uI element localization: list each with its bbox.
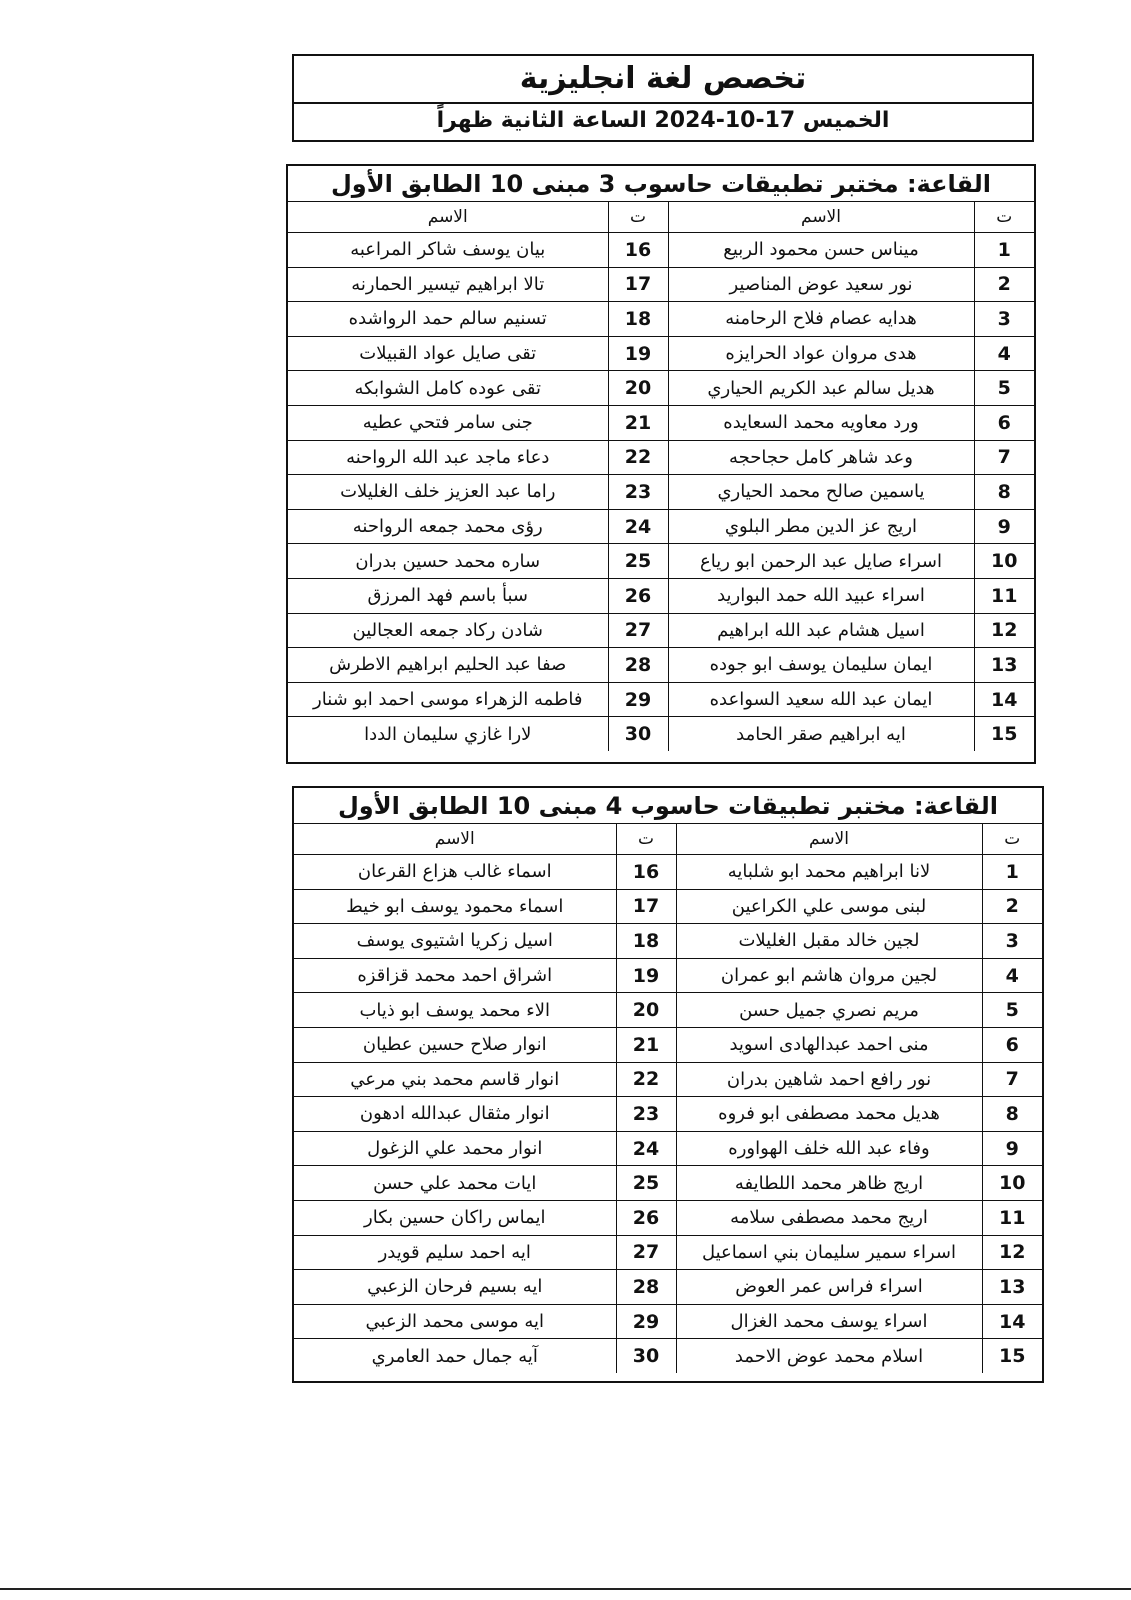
student-name: نور سعيد عوض المناصير	[668, 267, 974, 302]
student-name: جنى سامر فتحي عطيه	[288, 405, 608, 440]
table-row	[294, 1200, 1042, 1235]
student-number: 22	[616, 1062, 676, 1097]
table-row	[288, 475, 1034, 510]
exam-header	[292, 54, 1034, 142]
student-name: انوار مثقال عبدالله ادهون	[294, 1097, 616, 1132]
student-name: انوار قاسم محمد بني مرعي	[294, 1062, 616, 1097]
student-name: انوار محمد علي الزغول	[294, 1131, 616, 1166]
student-number: 24	[608, 509, 668, 544]
student-name: انوار صلاح حسين عطيان	[294, 1027, 616, 1062]
student-name: فاطمه الزهراء موسى احمد ابو شنار	[288, 682, 608, 717]
table-row	[294, 1235, 1042, 1270]
student-name: مريم نصري جميل حسن	[676, 993, 982, 1028]
table-row	[294, 1270, 1042, 1305]
page-title: تخصص لغة انجليزية	[294, 56, 1032, 104]
student-name: تسنيم سالم حمد الرواشده	[288, 302, 608, 337]
student-number: 23	[616, 1097, 676, 1132]
student-name: هديل سالم عبد الكريم الحياري	[668, 371, 974, 406]
column-header-name: الاسم	[676, 824, 982, 855]
student-number: 9	[982, 1131, 1042, 1166]
student-name: رؤى محمد جمعه الرواحنه	[288, 509, 608, 544]
student-name: ايه ابراهيم صقر الحامد	[668, 717, 974, 751]
student-number: 5	[974, 371, 1034, 406]
column-header-number: ت	[608, 202, 668, 233]
student-name: سبأ باسم فهد المرزق	[288, 578, 608, 613]
table-row	[288, 371, 1034, 406]
student-number: 13	[974, 648, 1034, 683]
student-name: اشراق احمد محمد قزاقزه	[294, 958, 616, 993]
students-table	[288, 202, 1034, 751]
student-name: اسماء غالب هزاع القرعان	[294, 855, 616, 890]
student-number: 9	[974, 509, 1034, 544]
column-header-number: ت	[982, 824, 1042, 855]
student-name: اسراء عبيد الله حمد البواريد	[668, 578, 974, 613]
student-name: ايات محمد علي حسن	[294, 1166, 616, 1201]
table-row	[294, 1131, 1042, 1166]
student-number: 28	[616, 1270, 676, 1305]
student-number: 19	[608, 336, 668, 371]
student-name: الاء محمد يوسف ابو ذياب	[294, 993, 616, 1028]
student-number: 18	[608, 302, 668, 337]
student-name: ساره محمد حسين بدران	[288, 544, 608, 579]
student-number: 12	[982, 1235, 1042, 1270]
student-number: 15	[982, 1339, 1042, 1373]
table-header-row	[288, 202, 1034, 233]
student-name: لارا غازي سليمان الددا	[288, 717, 608, 751]
student-name: هدى مروان عواد الحرايزه	[668, 336, 974, 371]
table-row	[288, 405, 1034, 440]
table-row	[288, 302, 1034, 337]
student-name: اسلام محمد عوض الاحمد	[676, 1339, 982, 1373]
table-row	[288, 233, 1034, 268]
column-header-number: ت	[616, 824, 676, 855]
student-name: شادن ركاد جمعه العجالين	[288, 613, 608, 648]
student-name: اريج محمد مصطفى سلامه	[676, 1200, 982, 1235]
student-number: 30	[608, 717, 668, 751]
table-row	[288, 613, 1034, 648]
table-row	[294, 924, 1042, 959]
room-section-lab-4	[292, 786, 1044, 1383]
student-number: 29	[616, 1304, 676, 1339]
student-number: 24	[616, 1131, 676, 1166]
student-number: 27	[608, 613, 668, 648]
table-row	[294, 1062, 1042, 1097]
student-name: ايمان عبد الله سعيد السواعده	[668, 682, 974, 717]
student-number: 15	[974, 717, 1034, 751]
table-row	[288, 336, 1034, 371]
student-name: اريج عز الدين مطر البلوي	[668, 509, 974, 544]
student-name: ايه موسى محمد الزعبي	[294, 1304, 616, 1339]
student-number: 10	[974, 544, 1034, 579]
column-header-number: ت	[974, 202, 1034, 233]
student-number: 12	[974, 613, 1034, 648]
table-row	[294, 1304, 1042, 1339]
student-number: 17	[608, 267, 668, 302]
student-name: اريج ظاهر محمد اللطايفه	[676, 1166, 982, 1201]
student-number: 17	[616, 889, 676, 924]
student-name: اسراء فراس عمر العوض	[676, 1270, 982, 1305]
student-number: 2	[974, 267, 1034, 302]
student-number: 29	[608, 682, 668, 717]
student-number: 27	[616, 1235, 676, 1270]
student-name: هدايه عصام فلاح الرحامنه	[668, 302, 974, 337]
student-name: بيان يوسف شاكر المراعبه	[288, 233, 608, 268]
student-name: لبنى موسى علي الكراعين	[676, 889, 982, 924]
table-row	[294, 1027, 1042, 1062]
room-title: القاعة: مختبر تطبيقات حاسوب 4 مبنى 10 الطابق الأول	[294, 788, 1042, 824]
student-name: اسراء يوسف محمد الغزال	[676, 1304, 982, 1339]
student-name: وعد شاهر كامل حجاحجه	[668, 440, 974, 475]
student-number: 18	[616, 924, 676, 959]
table-row	[294, 1339, 1042, 1373]
student-number: 30	[616, 1339, 676, 1373]
student-number: 21	[616, 1027, 676, 1062]
student-name: لجين مروان هاشم ابو عمران	[676, 958, 982, 993]
table-row	[288, 682, 1034, 717]
student-name: اسيل هشام عبد الله ابراهيم	[668, 613, 974, 648]
room-section-lab-3	[286, 164, 1036, 764]
student-number: 6	[974, 405, 1034, 440]
student-name: اسراء سمير سليمان بني اسماعيل	[676, 1235, 982, 1270]
student-number: 8	[982, 1097, 1042, 1132]
student-number: 20	[616, 993, 676, 1028]
student-number: 5	[982, 993, 1042, 1028]
student-name: راما عبد العزيز خلف الغليلات	[288, 475, 608, 510]
student-number: 20	[608, 371, 668, 406]
student-number: 25	[616, 1166, 676, 1201]
student-name: صفا عبد الحليم ابراهيم الاطرش	[288, 648, 608, 683]
student-number: 10	[982, 1166, 1042, 1201]
student-number: 2	[982, 889, 1042, 924]
student-name: منى احمد عبدالهادى اسويد	[676, 1027, 982, 1062]
student-name: ورد معاويه محمد السعايده	[668, 405, 974, 440]
student-name: لجين خالد مقبل الغليلات	[676, 924, 982, 959]
student-number: 7	[974, 440, 1034, 475]
student-number: 16	[616, 855, 676, 890]
student-number: 23	[608, 475, 668, 510]
column-header-name: الاسم	[294, 824, 616, 855]
student-number: 14	[982, 1304, 1042, 1339]
table-row	[288, 648, 1034, 683]
table-row	[288, 267, 1034, 302]
student-number: 13	[982, 1270, 1042, 1305]
student-number: 26	[608, 578, 668, 613]
student-number: 1	[982, 855, 1042, 890]
table-row	[288, 440, 1034, 475]
table-row	[288, 717, 1034, 751]
student-number: 7	[982, 1062, 1042, 1097]
student-name: لانا ابراهيم محمد ابو شلبايه	[676, 855, 982, 890]
student-number: 11	[974, 578, 1034, 613]
table-row	[288, 578, 1034, 613]
student-name: تقى عوده كامل الشوابكه	[288, 371, 608, 406]
table-row	[294, 958, 1042, 993]
student-number: 6	[982, 1027, 1042, 1062]
student-number: 4	[982, 958, 1042, 993]
student-number: 3	[982, 924, 1042, 959]
student-number: 16	[608, 233, 668, 268]
student-name: هديل محمد مصطفى ابو فروه	[676, 1097, 982, 1132]
student-name: اسماء محمود يوسف ابو خيط	[294, 889, 616, 924]
student-name: تقى صايل عواد القبيلات	[288, 336, 608, 371]
student-number: 28	[608, 648, 668, 683]
student-name: ايه بسيم فرحان الزعبي	[294, 1270, 616, 1305]
student-number: 11	[982, 1200, 1042, 1235]
student-number: 22	[608, 440, 668, 475]
student-number: 8	[974, 475, 1034, 510]
table-row	[288, 544, 1034, 579]
page-edge-line	[0, 1588, 1131, 1590]
student-name: اسيل زكريا اشتيوى يوسف	[294, 924, 616, 959]
student-name: نور رافع احمد شاهين بدران	[676, 1062, 982, 1097]
column-header-name: الاسم	[668, 202, 974, 233]
student-number: 26	[616, 1200, 676, 1235]
student-number: 1	[974, 233, 1034, 268]
student-name: ميناس حسن محمود الربيع	[668, 233, 974, 268]
table-row	[288, 509, 1034, 544]
student-name: تالا ابراهيم تيسير الحمارنه	[288, 267, 608, 302]
student-number: 4	[974, 336, 1034, 371]
table-header-row	[294, 824, 1042, 855]
student-name: وفاء عبد الله خلف الهواوره	[676, 1131, 982, 1166]
table-row	[294, 855, 1042, 890]
student-name: اسراء صايل عبد الرحمن ابو رياع	[668, 544, 974, 579]
student-name: ايه احمد سليم قويدر	[294, 1235, 616, 1270]
room-title: القاعة: مختبر تطبيقات حاسوب 3 مبنى 10 الطابق الأول	[288, 166, 1034, 202]
column-header-name: الاسم	[288, 202, 608, 233]
student-name: آيه جمال حمد العامري	[294, 1339, 616, 1373]
exam-date-time: الخميس 17-10-2024 الساعة الثانية ظهراً	[436, 108, 890, 133]
student-number: 21	[608, 405, 668, 440]
student-number: 19	[616, 958, 676, 993]
student-name: دعاء ماجد عبد الله الرواحنه	[288, 440, 608, 475]
student-number: 3	[974, 302, 1034, 337]
student-number: 25	[608, 544, 668, 579]
student-name: ايمان سليمان يوسف ابو جوده	[668, 648, 974, 683]
table-row	[294, 993, 1042, 1028]
student-number: 14	[974, 682, 1034, 717]
student-name: ايماس راكان حسين بكار	[294, 1200, 616, 1235]
students-table	[294, 824, 1042, 1373]
table-row	[294, 889, 1042, 924]
student-name: ياسمين صالح محمد الحياري	[668, 475, 974, 510]
table-row	[294, 1097, 1042, 1132]
table-row	[294, 1166, 1042, 1201]
